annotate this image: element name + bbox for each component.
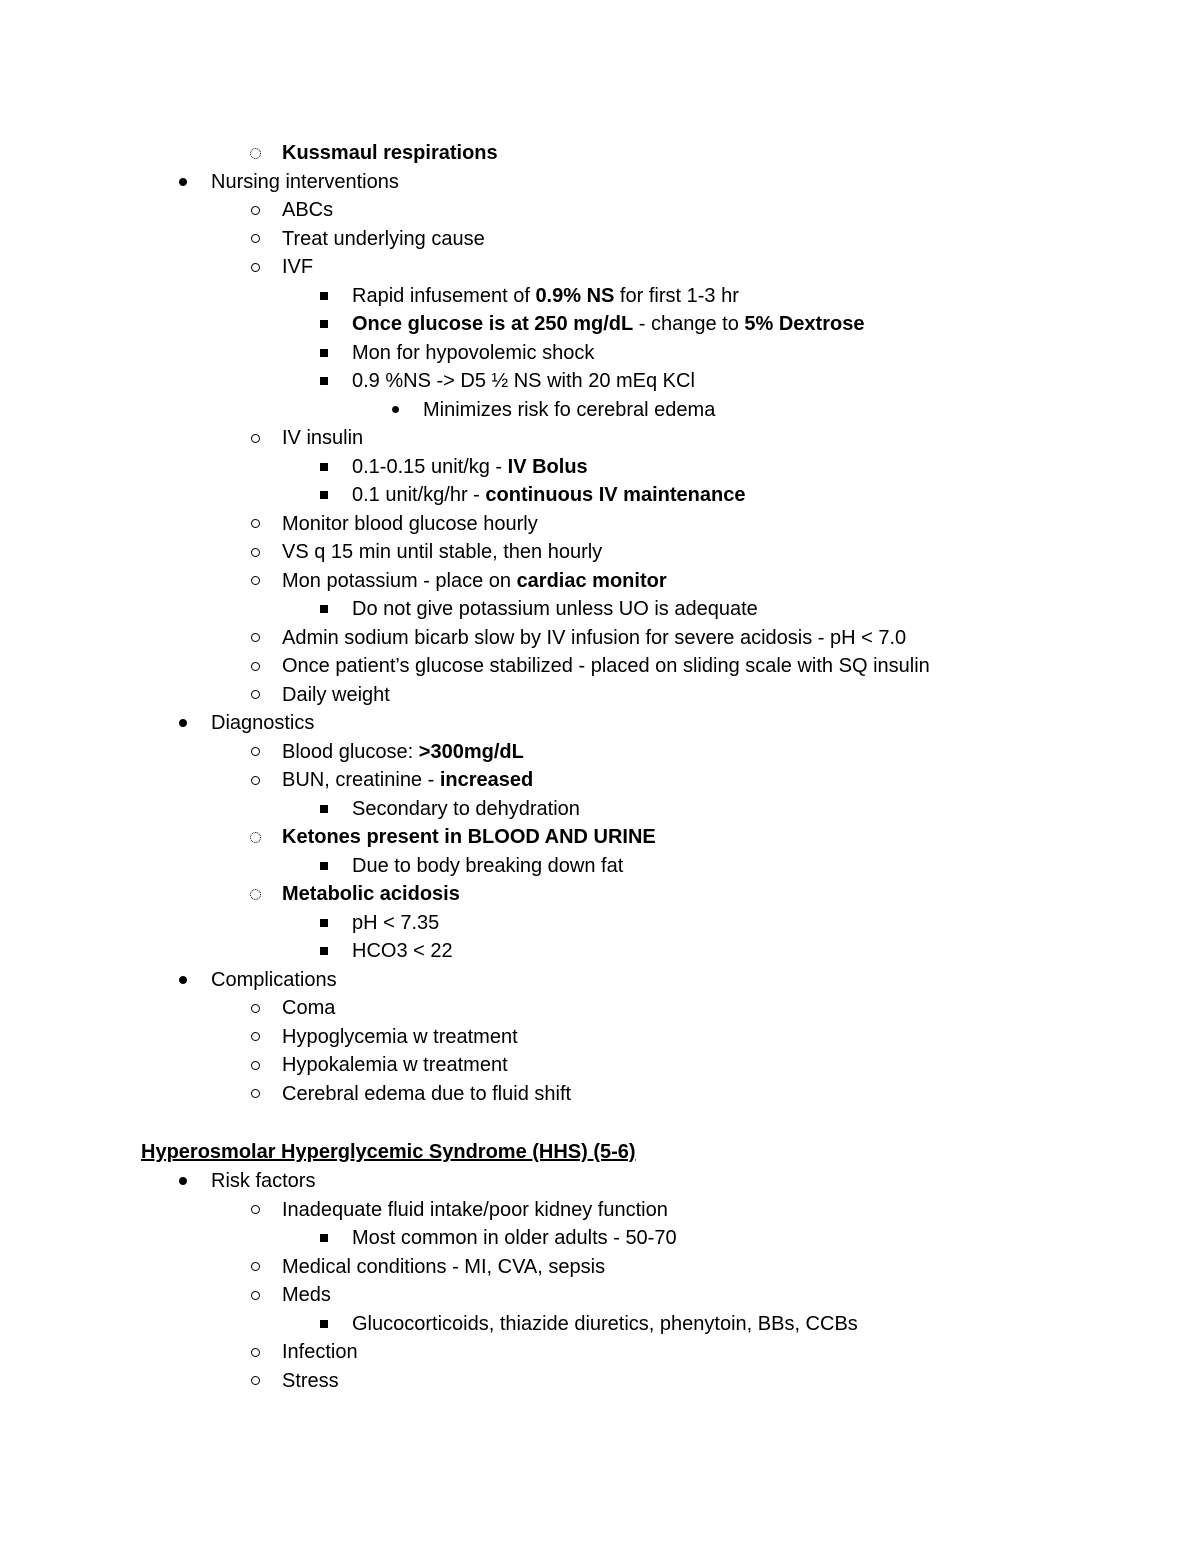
text-run: Minimizes risk fo cerebral edema <box>423 398 716 421</box>
list-item-text <box>282 1051 508 1079</box>
hollow-bullet-icon <box>247 1023 263 1051</box>
text-run: Cerebral edema due to fluid shift <box>282 1082 572 1105</box>
list-item-text <box>282 766 533 794</box>
text-run: 0.9 %NS -> D5 ½ NS with 20 mEq KCl <box>352 370 695 392</box>
list-item-text <box>211 966 337 994</box>
text-run: Nursing interventions <box>211 170 399 193</box>
text-run: - change to <box>633 313 745 335</box>
text-run: Stress <box>282 1369 339 1392</box>
text-run: Complications <box>211 968 337 991</box>
text-run: increased <box>439 769 534 791</box>
hollow-bullet-icon <box>247 1338 263 1366</box>
hollow-bullet-icon <box>247 1196 263 1224</box>
hollow-bullet-icon <box>247 994 263 1022</box>
filled-bullet-icon <box>175 168 191 196</box>
filled-bullet-icon <box>387 396 403 424</box>
square-bullet-icon <box>316 852 332 880</box>
square-bullet-icon <box>316 795 332 823</box>
hollow-bullet-icon <box>247 738 263 766</box>
filled-bullet-icon <box>175 966 191 994</box>
text-run: Kussmaul respirations <box>282 142 498 164</box>
text-run: Do not give potassium unless UO is adequate <box>352 598 758 620</box>
list-item-text <box>352 310 864 338</box>
list-item-text <box>352 339 594 367</box>
list-item-text <box>282 225 485 253</box>
text-run: continuous IV maintenance <box>485 484 746 506</box>
text-run: Glucocorticoids, thiazide diuretics, phenytoin, BBs, CCBs <box>352 1312 858 1335</box>
list-item-text <box>282 424 363 452</box>
square-bullet-icon <box>316 339 332 367</box>
hollow-bullet-icon <box>247 1051 263 1079</box>
list-item-text <box>352 481 745 509</box>
text-run: >300mg/dL <box>418 740 524 763</box>
text-run: pH < 7.35 <box>352 911 440 934</box>
list-item-text <box>282 253 313 281</box>
list-item-text <box>282 1281 331 1309</box>
text-run: Secondary to dehydration <box>352 797 580 820</box>
text-run: Mon potassium - place on <box>282 569 517 592</box>
square-bullet-icon <box>316 367 332 395</box>
text-run: Admin sodium bicarb slow by IV infusion for severe acidosis - pH < 7.0 <box>282 626 907 649</box>
text-run: VS q 15 min until stable, then hourly <box>282 541 603 563</box>
square-bullet-icon <box>316 937 332 965</box>
list-item-text <box>282 538 602 566</box>
hollow-bullet-icon <box>247 766 263 794</box>
list-item-text <box>282 1367 339 1395</box>
hollow-bullet-icon <box>247 538 263 566</box>
hollow-bullet-icon <box>247 253 263 281</box>
list-item-text <box>282 738 524 766</box>
square-bullet-icon <box>316 909 332 937</box>
list-item-text <box>352 1224 677 1252</box>
section-heading-hhs: Hyperosmolar Hyperglycemic Syndrome (HHS) (5-6) <box>141 1141 636 1163</box>
hollow-bullet-icon <box>247 624 263 652</box>
list-item-text <box>352 795 580 823</box>
hollow-bullet-icon <box>247 424 263 452</box>
text-run: Monitor blood glucose hourly <box>282 512 538 535</box>
text-run: cardiac monitor <box>516 569 667 592</box>
list-item-text <box>211 168 399 196</box>
list-item-text <box>352 909 439 937</box>
text-run: Treat underlying cause <box>282 227 485 250</box>
hollow-bullet-icon <box>247 225 263 253</box>
text-run: Ketones present in BLOOD AND URINE <box>282 826 656 848</box>
list-item-text <box>352 852 623 880</box>
text-run: Rapid infusement of <box>352 284 536 307</box>
text-run: for first 1-3 hr <box>614 284 739 307</box>
square-bullet-icon <box>316 1224 332 1252</box>
list-item-text <box>282 823 656 851</box>
text-run: IV insulin <box>282 427 364 449</box>
hollow-bullet-icon <box>247 510 263 538</box>
list-item-text <box>352 453 588 481</box>
list-item-text <box>211 1167 315 1195</box>
hollow-bullet-icon <box>247 652 263 680</box>
hollow-bullet-icon <box>247 567 263 595</box>
text-run: Most common in older adults - 50-70 <box>352 1227 677 1249</box>
square-bullet-icon <box>316 481 332 509</box>
square-bullet-icon <box>316 310 332 338</box>
text-run: Mon for hypovolemic shock <box>352 341 595 364</box>
text-run: Hypoglycemia w treatment <box>282 1025 518 1048</box>
list-item-text <box>423 396 715 424</box>
text-run: Meds <box>282 1284 331 1306</box>
text-run: Infection <box>282 1341 358 1363</box>
text-run: 0.9% NS <box>535 284 615 307</box>
text-run: Blood glucose: <box>282 740 419 763</box>
list-item-text <box>282 880 460 908</box>
list-item-text <box>282 196 333 224</box>
list-item-text <box>282 1338 358 1366</box>
text-run: Once patient’s glucose stabilized - placed on sliding scale with SQ insulin <box>282 655 930 677</box>
hollow-bullet-icon <box>247 1253 263 1281</box>
text-run: Medical conditions - MI, CVA, sepsis <box>282 1255 606 1278</box>
text-run: 5% Dextrose <box>744 313 865 335</box>
list-item-text <box>211 709 314 737</box>
hollow-bullet-icon <box>247 196 263 224</box>
square-bullet-icon <box>316 453 332 481</box>
text-run: Inadequate fluid intake/poor kidney function <box>282 1198 668 1221</box>
text-run: IVF <box>282 256 314 278</box>
text-run: Diagnostics <box>211 712 315 734</box>
text-run: Once glucose is at 250 mg/dL <box>352 313 634 335</box>
filled-bullet-icon <box>175 709 191 737</box>
text-run: HCO3 < 22 <box>352 940 453 962</box>
list-item-text <box>282 624 906 652</box>
dotted-bullet-icon <box>247 880 263 908</box>
hollow-bullet-icon <box>247 681 263 709</box>
list-item-text <box>282 139 498 167</box>
text-run: Hypokalemia w treatment <box>282 1054 508 1076</box>
filled-bullet-icon <box>175 1167 191 1195</box>
list-item-text <box>282 1080 571 1108</box>
list-item-text <box>282 1023 518 1051</box>
list-item-text <box>352 595 758 623</box>
text-run: Metabolic acidosis <box>282 883 460 905</box>
hollow-bullet-icon <box>247 1367 263 1395</box>
square-bullet-icon <box>316 1310 332 1338</box>
text-run: Daily weight <box>282 683 390 706</box>
list-item-text <box>282 567 667 595</box>
list-item-text <box>282 652 930 680</box>
text-run: Coma <box>282 997 336 1019</box>
list-item-text <box>282 994 335 1022</box>
dotted-bullet-icon <box>247 139 263 167</box>
square-bullet-icon <box>316 282 332 310</box>
list-item-text <box>282 510 538 538</box>
list-item-text <box>352 937 453 965</box>
text-run: 0.1 unit/kg/hr - <box>352 484 486 506</box>
square-bullet-icon <box>316 595 332 623</box>
text-run: BUN, creatinine - <box>282 769 440 791</box>
text-run: 0.1-0.15 unit/kg - <box>352 455 508 478</box>
list-item-text <box>282 1253 605 1281</box>
list-item-text <box>352 282 739 310</box>
dotted-bullet-icon <box>247 823 263 851</box>
text-run: Risk factors <box>211 1170 316 1192</box>
list-item-text <box>352 1310 858 1338</box>
list-item-text <box>282 681 390 709</box>
hollow-bullet-icon <box>247 1281 263 1309</box>
list-item-text <box>282 1196 668 1224</box>
text-run: Due to body breaking down fat <box>352 854 624 877</box>
text-run: ABCs <box>282 199 334 221</box>
list-item-text <box>352 367 695 395</box>
text-run: IV Bolus <box>507 455 588 478</box>
hollow-bullet-icon <box>247 1080 263 1108</box>
